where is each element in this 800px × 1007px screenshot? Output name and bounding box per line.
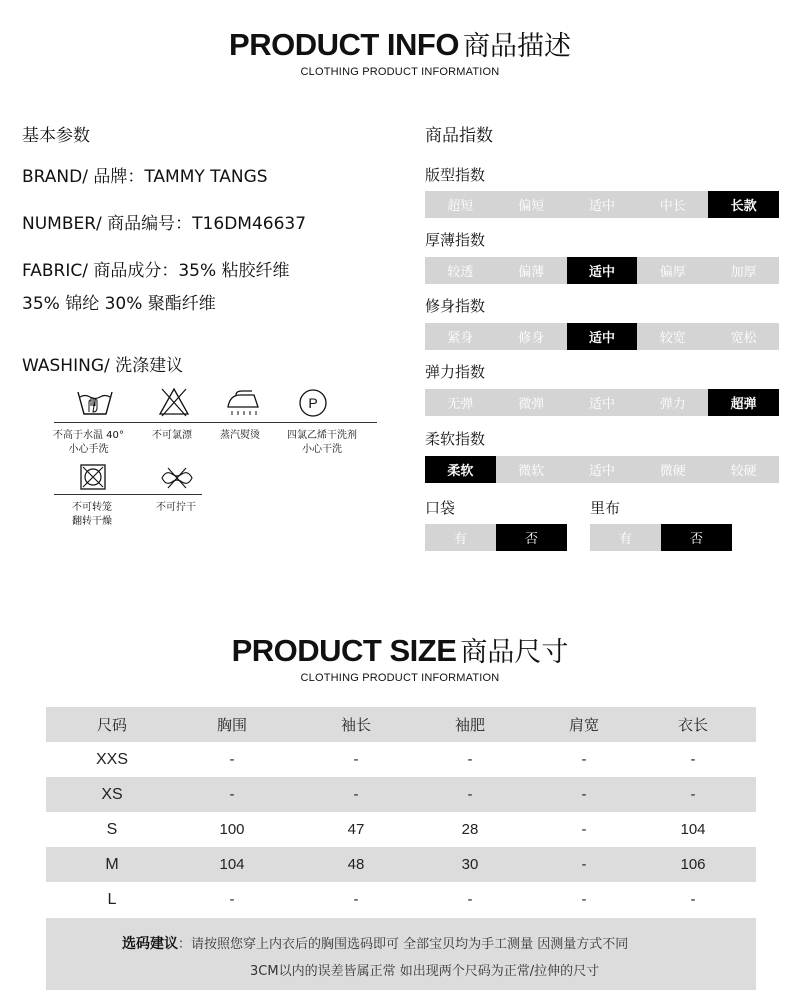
table-cell: - [581, 751, 587, 768]
scale-option: 中长 [659, 199, 686, 214]
scale-fit [425, 191, 779, 218]
scale-option: 超弹 [708, 389, 779, 416]
scale-option: 紧身 [447, 331, 474, 346]
scale-label-thickness: 厚薄指数 [425, 231, 486, 249]
no-tumble-dry-icon [80, 464, 106, 490]
scale-option: 适中 [588, 199, 615, 214]
header-chest: 胸围 [216, 716, 247, 734]
hand-wash-icon [76, 388, 114, 418]
table-cell: - [353, 891, 359, 908]
table-cell: - [353, 751, 359, 768]
header-length: 衣长 [677, 716, 708, 734]
table-cell: 104 [680, 821, 706, 838]
scale-option: 修身 [518, 331, 545, 346]
dry-clean-p-letter: P [308, 395, 318, 411]
pocket-option: 否 [496, 524, 567, 551]
product-info-title-en: PRODUCT INFO [229, 27, 459, 62]
product-index-heading: 商品指数 [425, 126, 493, 146]
scale-option: 适中 [567, 323, 638, 350]
steam-iron-label: 蒸汽熨烫 [220, 430, 260, 441]
table-cell: 106 [680, 856, 706, 873]
table-cell: - [467, 751, 473, 768]
table-cell: - [581, 786, 587, 803]
header-shoulder: 肩宽 [568, 716, 599, 734]
no-wring-label: 不可拧干 [156, 502, 196, 513]
table-cell: S [106, 820, 118, 838]
scale-option: 宽松 [730, 331, 757, 346]
scale-option: 无弹 [447, 397, 474, 412]
table-cell: - [229, 786, 235, 803]
pocket-label: 口袋 [425, 499, 456, 517]
size-table [46, 707, 756, 917]
steam-iron-icon [224, 389, 264, 417]
dry-clean-label: 四氯乙烯干洗剂 小心干洗 [287, 430, 357, 455]
scale-option: 偏短 [518, 199, 545, 214]
scale-option: 弹力 [659, 397, 686, 412]
size-advice-line-1 [122, 933, 628, 953]
scale-label-softness: 柔软指数 [425, 430, 486, 448]
brand-text: BRAND/ 品牌：TAMMY TANGS [22, 167, 268, 187]
scale-option: 微软 [518, 464, 545, 479]
scale-option: 较透 [447, 265, 474, 280]
scale-option: 偏薄 [518, 265, 545, 280]
scale-option: 微硬 [659, 464, 686, 479]
table-cell: - [581, 856, 587, 873]
table-cell: - [690, 751, 696, 768]
scale-option: 适中 [588, 397, 615, 412]
table-cell: - [581, 891, 587, 908]
table-cell: - [690, 786, 696, 803]
product-size-subtitle: CLOTHING PRODUCT INFORMATION [300, 672, 500, 684]
size-table-header [46, 707, 756, 742]
table-row [46, 847, 756, 882]
table-row [46, 882, 756, 917]
scale-slim [425, 323, 779, 350]
table-cell: 30 [461, 856, 479, 873]
scale-label-elasticity: 弹力指数 [425, 363, 486, 381]
table-cell: - [690, 891, 696, 908]
size-advice-text-2: 3CM以内的误差皆属正常 如出现两个尺码为正常/拉伸的尺寸 [250, 964, 600, 979]
scale-option: 长款 [708, 191, 779, 218]
table-cell: M [105, 855, 119, 873]
table-cell: - [229, 891, 235, 908]
washing-heading: WASHING/ 洗涤建议 [22, 356, 184, 376]
lining-option: 有 [618, 532, 632, 547]
table-cell: 104 [219, 856, 245, 873]
scale-option: 柔软 [425, 456, 496, 483]
table-cell: - [467, 891, 473, 908]
product-size-title-cn: 商品尺寸 [460, 637, 569, 668]
basic-params-heading: 基本参数 [22, 126, 90, 146]
scale-elasticity [425, 389, 779, 416]
scale-option: 适中 [567, 257, 638, 284]
product-info-subtitle: CLOTHING PRODUCT INFORMATION [300, 66, 500, 78]
table-row [46, 777, 756, 812]
scale-softness [425, 456, 779, 483]
table-cell: - [581, 821, 587, 838]
product-size-title-en: PRODUCT SIZE [231, 633, 457, 668]
header-sleeve-width: 袖肥 [454, 716, 485, 734]
lining-label: 里布 [590, 499, 621, 517]
header-size: 尺码 [96, 716, 127, 734]
pocket-option: 有 [453, 532, 467, 547]
size-advice-box [46, 918, 756, 990]
table-row [46, 742, 756, 777]
table-row [46, 812, 756, 847]
table-cell: 28 [461, 821, 479, 838]
table-cell: 47 [347, 821, 365, 838]
lining-options [590, 524, 732, 551]
table-cell: 48 [347, 856, 365, 873]
fabric-text: FABRIC/ 商品成分：35% 粘胶纤维 [22, 261, 290, 281]
product-info-title-cn: 商品描述 [462, 31, 571, 62]
scale-label-slim: 修身指数 [425, 297, 486, 315]
table-cell: XXS [95, 750, 128, 768]
table-cell: - [353, 786, 359, 803]
no-wring-icon [160, 466, 194, 490]
size-advice-text-1: ：请按照您穿上内衣后的胸围选码即可 全部宝贝均为手工测量 因测量方式不同 [178, 937, 629, 952]
size-advice-label: 选码建议 [122, 936, 178, 952]
scale-option: 偏厚 [659, 265, 686, 280]
table-cell: - [467, 786, 473, 803]
washing-divider [54, 422, 377, 423]
scale-option: 较硬 [730, 464, 757, 479]
header-sleeve-length: 袖长 [340, 716, 371, 734]
table-cell: XS [101, 785, 123, 803]
number-text: NUMBER/ 商品编号：T16DM46637 [22, 214, 307, 234]
scale-option: 较宽 [659, 331, 686, 346]
no-bleach-label: 不可氯漂 [152, 430, 192, 441]
table-cell: - [229, 751, 235, 768]
pocket-options [425, 524, 567, 551]
scale-option: 适中 [588, 464, 615, 479]
no-tumble-dry-label: 不可转笼 翻转干燥 [72, 502, 112, 527]
washing-divider-2 [54, 494, 202, 495]
lining-option: 否 [661, 524, 732, 551]
dry-clean-p-icon [298, 388, 328, 418]
product-size-title [0, 633, 800, 684]
scale-thickness [425, 257, 779, 284]
hand-wash-label: 不高于水温 40° 小心手洗 [53, 430, 124, 455]
scale-label-fit: 版型指数 [425, 166, 486, 184]
scale-option: 超短 [447, 199, 474, 214]
product-info-title [0, 27, 800, 78]
fabric-text-2: 35% 锦纶 30% 聚酯纤维 [22, 294, 216, 314]
no-bleach-icon [158, 387, 190, 417]
scale-option: 加厚 [730, 265, 757, 280]
scale-option: 微弹 [518, 397, 545, 412]
table-cell: 100 [219, 821, 245, 838]
table-cell: L [107, 890, 117, 908]
